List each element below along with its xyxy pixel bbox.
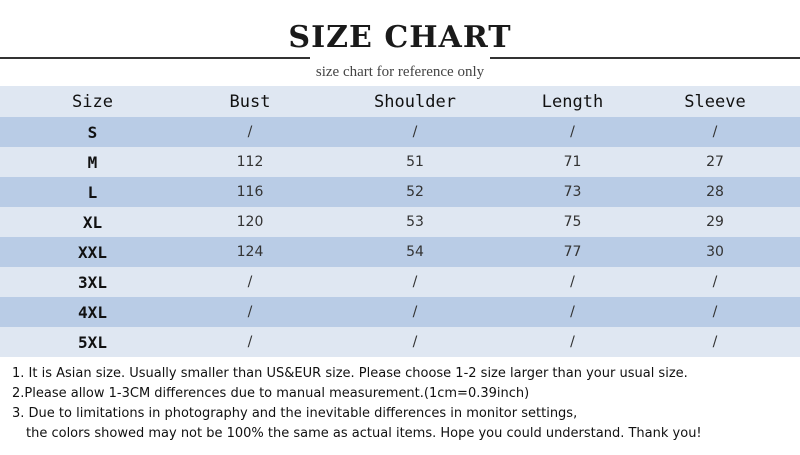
sleeve-cell: / xyxy=(712,124,718,140)
note-line: 1. It is Asian size. Usually smaller than US&EUR size. Please choose 1-2 size larger than your usual size. xyxy=(12,366,688,381)
bust-cell: 120 xyxy=(236,214,264,230)
length-cell: / xyxy=(570,124,575,140)
length-cell: 73 xyxy=(563,184,582,200)
title-rule-right xyxy=(490,57,800,59)
size-cell: L xyxy=(87,182,98,202)
notes-block xyxy=(12,364,792,444)
length-cell: / xyxy=(570,334,575,350)
length-cell: 71 xyxy=(563,154,582,170)
length-cell: / xyxy=(570,304,575,320)
shoulder-cell: / xyxy=(412,124,418,140)
sleeve-cell: 27 xyxy=(706,154,724,170)
size-cell: XL xyxy=(82,212,103,232)
sleeve-cell: 30 xyxy=(706,244,724,260)
header-length: Length xyxy=(541,91,604,112)
shoulder-cell: / xyxy=(412,334,418,350)
bust-cell: / xyxy=(247,334,253,350)
shoulder-cell: / xyxy=(412,304,418,320)
size-cell: M xyxy=(87,152,98,172)
shoulder-cell: 52 xyxy=(406,184,424,200)
table-header-row xyxy=(0,86,800,117)
size-cell: 5XL xyxy=(78,332,107,352)
size-cell: 3XL xyxy=(78,272,107,292)
table-row xyxy=(0,327,800,357)
length-cell: 77 xyxy=(563,244,582,260)
size-table xyxy=(0,86,800,357)
shoulder-cell: 54 xyxy=(406,244,424,260)
bust-cell: / xyxy=(247,304,253,320)
shoulder-cell: 53 xyxy=(406,214,424,230)
bust-cell: 112 xyxy=(236,154,264,170)
header-shoulder: Shoulder xyxy=(374,91,456,112)
shoulder-cell: 51 xyxy=(406,154,424,170)
table-row xyxy=(0,267,800,297)
title-rule-left xyxy=(0,57,310,59)
sleeve-cell: 29 xyxy=(706,214,724,230)
table-row xyxy=(0,177,800,207)
size-cell: S xyxy=(87,122,98,142)
note-line: 2.Please allow 1-3CM differences due to manual measurement.(1cm=0.39inch) xyxy=(12,386,530,401)
header-bust: Bust xyxy=(229,91,271,112)
table-row xyxy=(0,117,800,147)
bust-cell: 116 xyxy=(236,184,264,200)
size-cell: 4XL xyxy=(78,302,107,322)
shoulder-cell: / xyxy=(412,274,418,290)
header-size: Size xyxy=(72,91,113,112)
table-row xyxy=(0,237,800,267)
header-sleeve: Sleeve xyxy=(684,91,746,112)
sleeve-cell: 28 xyxy=(706,184,724,200)
length-cell: / xyxy=(570,274,575,290)
note-line: the colors showed may not be 100% the same as actual items. Hope you could understand. Thank you! xyxy=(26,426,702,441)
table-row xyxy=(0,147,800,177)
size-cell: XXL xyxy=(78,242,107,262)
bust-cell: / xyxy=(247,124,253,140)
page-title: SIZE CHART xyxy=(288,20,512,55)
sleeve-cell: / xyxy=(712,274,718,290)
sleeve-cell: / xyxy=(712,304,718,320)
table-row xyxy=(0,297,800,327)
bust-cell: 124 xyxy=(236,244,264,260)
note-line: 3. Due to limitations in photography and the inevitable differences in monitor settings, xyxy=(12,406,578,421)
table-row xyxy=(0,207,800,237)
page-subtitle: size chart for reference only xyxy=(315,64,485,80)
sleeve-cell: / xyxy=(712,334,718,350)
bust-cell: / xyxy=(247,274,253,290)
length-cell: 75 xyxy=(563,214,582,230)
